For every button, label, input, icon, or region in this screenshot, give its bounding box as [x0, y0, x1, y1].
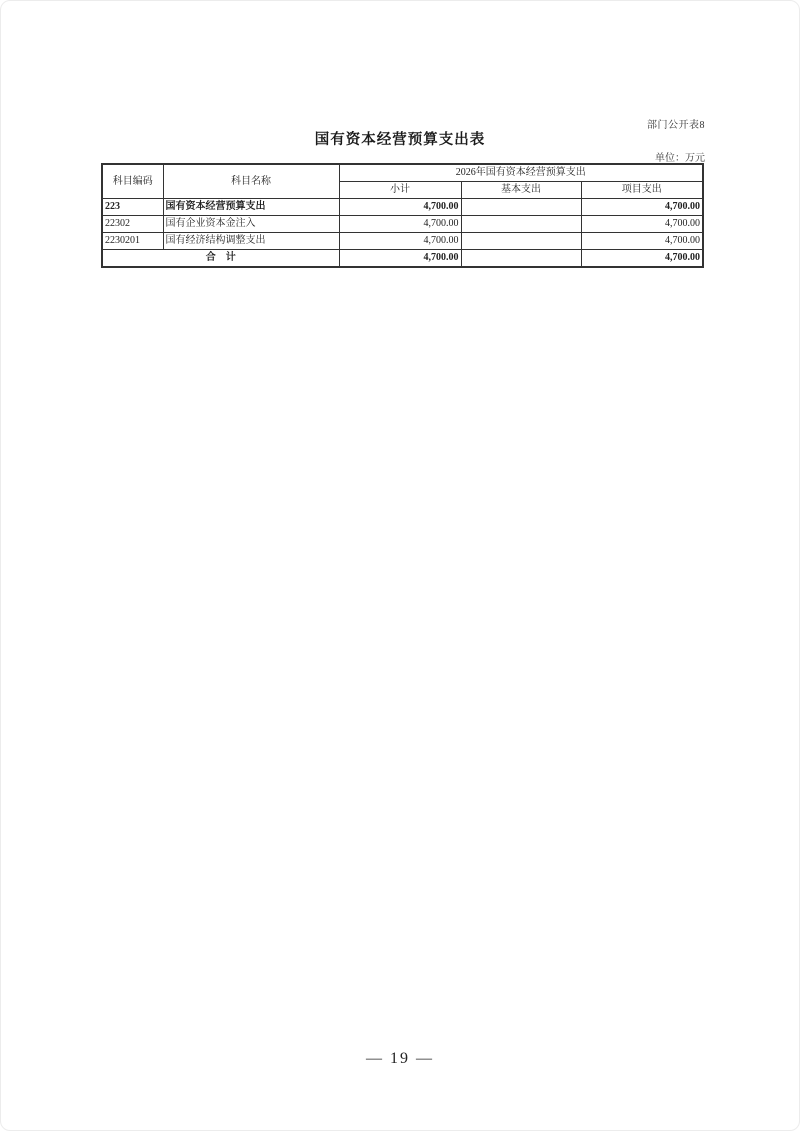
cell-code: 22302: [102, 216, 163, 233]
header-subject-code: 科目编码: [102, 164, 163, 199]
table-row: [102, 233, 703, 250]
unit-label: 单位：万元: [655, 153, 705, 164]
table-row: [102, 216, 703, 233]
cell-basic-expenditure: [461, 199, 581, 216]
header-budget-group: 2026年国有资本经营预算支出: [339, 164, 703, 182]
cell-basic-expenditure: [461, 233, 581, 250]
cell-name: 国有资本经营预算支出: [163, 199, 339, 216]
total-project-expenditure: 4,700.00: [581, 250, 703, 268]
cell-subtotal: 4,700.00: [339, 233, 461, 250]
page-title: 国有资本经营预算支出表: [314, 132, 486, 148]
cell-project-expenditure: 4,700.00: [581, 199, 703, 216]
header-subject-name: 科目名称: [163, 164, 339, 199]
total-subtotal: 4,700.00: [339, 250, 461, 268]
header-project-expenditure: 项目支出: [581, 182, 703, 199]
cell-code: 2230201: [102, 233, 163, 250]
table-row: [102, 199, 703, 216]
header-row-group: [102, 164, 703, 182]
budget-table: [101, 163, 704, 268]
cell-project-expenditure: 4,700.00: [581, 216, 703, 233]
cell-subtotal: 4,700.00: [339, 199, 461, 216]
table-body: [102, 199, 703, 268]
table-header: [102, 164, 703, 199]
cell-subtotal: 4,700.00: [339, 216, 461, 233]
header-basic-expenditure: 基本支出: [461, 182, 581, 199]
cell-project-expenditure: 4,700.00: [581, 233, 703, 250]
cell-name: 国有经济结构调整支出: [163, 233, 339, 250]
page-number: — 19 —: [366, 1050, 434, 1067]
cell-name: 国有企业资本金注入: [163, 216, 339, 233]
header-subtotal: 小计: [339, 182, 461, 199]
total-basic-expenditure: [461, 250, 581, 268]
cell-basic-expenditure: [461, 216, 581, 233]
total-label: 合 计: [102, 250, 339, 268]
doc-form-label: 部门公开表8: [647, 120, 705, 131]
cell-code: 223: [102, 199, 163, 216]
total-row: [102, 250, 703, 268]
